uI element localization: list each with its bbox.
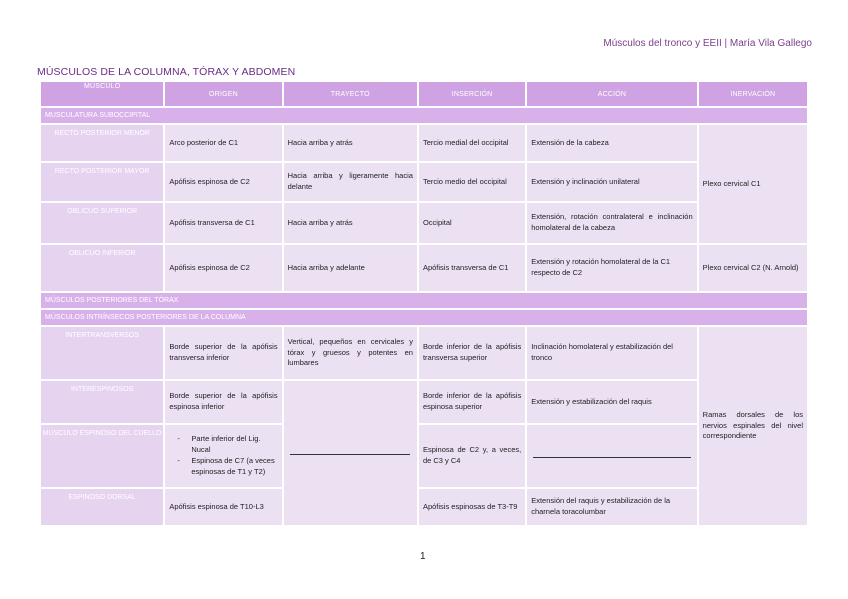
- insercion-cell: Tercio medio del occipital: [419, 163, 525, 201]
- accion-cell: Extensión y rotación homolateral de la C1 respecto de C2: [527, 245, 696, 291]
- column-header-musculo: MÚSCULO: [41, 82, 163, 106]
- muscle-name: MÚSCULO ESPINOSO DEL CUELLO: [41, 425, 163, 487]
- table-row: [41, 245, 807, 291]
- document-header: Músculos del tronco y EEII | María Vila Gallego: [603, 38, 812, 49]
- trayecto-cell: Hacia arriba y ligeramente hacia delante: [284, 163, 417, 201]
- origen-cell: [165, 425, 281, 487]
- trayecto-cell: Hacia arriba y atrás: [284, 203, 417, 243]
- table-row: [41, 425, 807, 487]
- accion-cell: Inclinación homolateral y estabilización del tronco: [527, 327, 696, 379]
- section-suboccipital: MUSCULATURA SUBOCCIPITAL: [41, 108, 807, 123]
- table-row: [41, 489, 807, 525]
- section-row: [41, 293, 807, 308]
- table-row: [41, 125, 807, 161]
- insercion-cell: Apófisis espinosas de T3-T9: [419, 489, 525, 525]
- accion-cell: Extensión del raquis y estabilización de la charnela toracolumbar: [527, 489, 696, 525]
- column-header-insercion: INSERCIÓN: [419, 82, 525, 106]
- insercion-cell: Occipital: [419, 203, 525, 243]
- table-row: [41, 163, 807, 201]
- muscle-name: INTERTRANSVERSOS: [41, 327, 163, 379]
- trayecto-cell: Hacia arriba y adelante: [284, 245, 417, 291]
- muscle-name: OBLICUO INFERIOR: [41, 245, 163, 291]
- origen-list: [169, 434, 277, 478]
- column-header-origen: ORIGEN: [165, 82, 281, 106]
- muscle-name: OBLICUO SUPERIOR: [41, 203, 163, 243]
- blank-line: [290, 453, 410, 455]
- accion-cell: Extensión, rotación contralateral e inclinación homolateral de la cabeza: [527, 203, 696, 243]
- inervacion-cell: Plexo cervical C2 (N. Arnold): [699, 245, 807, 291]
- accion-cell: Extensión y inclinación unilateral: [527, 163, 696, 201]
- muscle-name: INTERESPINOSOS: [41, 381, 163, 423]
- table-row: [41, 203, 807, 243]
- trayecto-blank-cell: [284, 381, 417, 525]
- page-title: MÚSCULOS DE LA COLUMNA, TÓRAX Y ABDOMEN: [37, 66, 296, 78]
- muscle-name: ESPINOSO DORSAL: [41, 489, 163, 525]
- inervacion-cell: Ramas dorsales de los nervios espinales del nivel correspondiente: [699, 327, 807, 525]
- inervacion-cell: Plexo cervical C1: [699, 125, 807, 243]
- muscles-table: [39, 80, 809, 527]
- section-posterior-torax: MÚSCULOS POSTERIORES DEL TÓRAX: [41, 293, 807, 308]
- origen-cell: Borde superior de la apófisis transversa inferior: [165, 327, 281, 379]
- insercion-cell: Borde inferior de la apófisis transversa superior: [419, 327, 525, 379]
- column-header-inervacion: INERVACIÓN: [699, 82, 807, 106]
- list-item: - Espinosa de C7 (a veces espinosas de T1 y T2): [191, 456, 277, 478]
- insercion-cell: Tercio medial del occipital: [419, 125, 525, 161]
- origen-cell: Arco posterior de C1: [165, 125, 281, 161]
- section-row: [41, 310, 807, 325]
- trayecto-cell: Vertical, pequeños en cervicales y tórax y gruesos y potentes en lumbares: [284, 327, 417, 379]
- column-header-accion: ACCIÓN: [527, 82, 696, 106]
- accion-blank-cell: [527, 425, 696, 487]
- table-row: [41, 327, 807, 379]
- blank-line: [533, 456, 691, 458]
- origen-cell: Apófisis espinosa de C2: [165, 163, 281, 201]
- table-row: [41, 381, 807, 423]
- muscle-name: RECTO POSTERIOR MENOR: [41, 125, 163, 161]
- origen-cell: Apófisis espinosa de C2: [165, 245, 281, 291]
- list-item: - Parte inferior del Lig. Nucal: [191, 434, 277, 456]
- page-number: 1: [420, 551, 426, 562]
- table-header-row: [41, 82, 807, 106]
- column-header-trayecto: TRAYECTO: [284, 82, 417, 106]
- insercion-cell: Apófisis transversa de C1: [419, 245, 525, 291]
- section-intrinsecos: MÚSCULOS INTRÍNSECOS POSTERIORES DE LA COLUMNA: [41, 310, 807, 325]
- origen-cell: Apófisis transversa de C1: [165, 203, 281, 243]
- origen-cell: Borde superior de la apófisis espinosa inferior: [165, 381, 281, 423]
- trayecto-cell: Hacia arriba y atrás: [284, 125, 417, 161]
- section-row: [41, 108, 807, 123]
- accion-cell: Extensión y estabilización del raquis: [527, 381, 696, 423]
- origen-cell: Apófisis espinosa de T10-L3: [165, 489, 281, 525]
- insercion-cell: Borde inferior de la apófisis espinosa superior: [419, 381, 525, 423]
- insercion-cell: Espinosa de C2 y, a veces, de C3 y C4: [419, 425, 525, 487]
- muscle-name: RECTO POSTERIOR MAYOR: [41, 163, 163, 201]
- accion-cell: Extensión de la cabeza: [527, 125, 696, 161]
